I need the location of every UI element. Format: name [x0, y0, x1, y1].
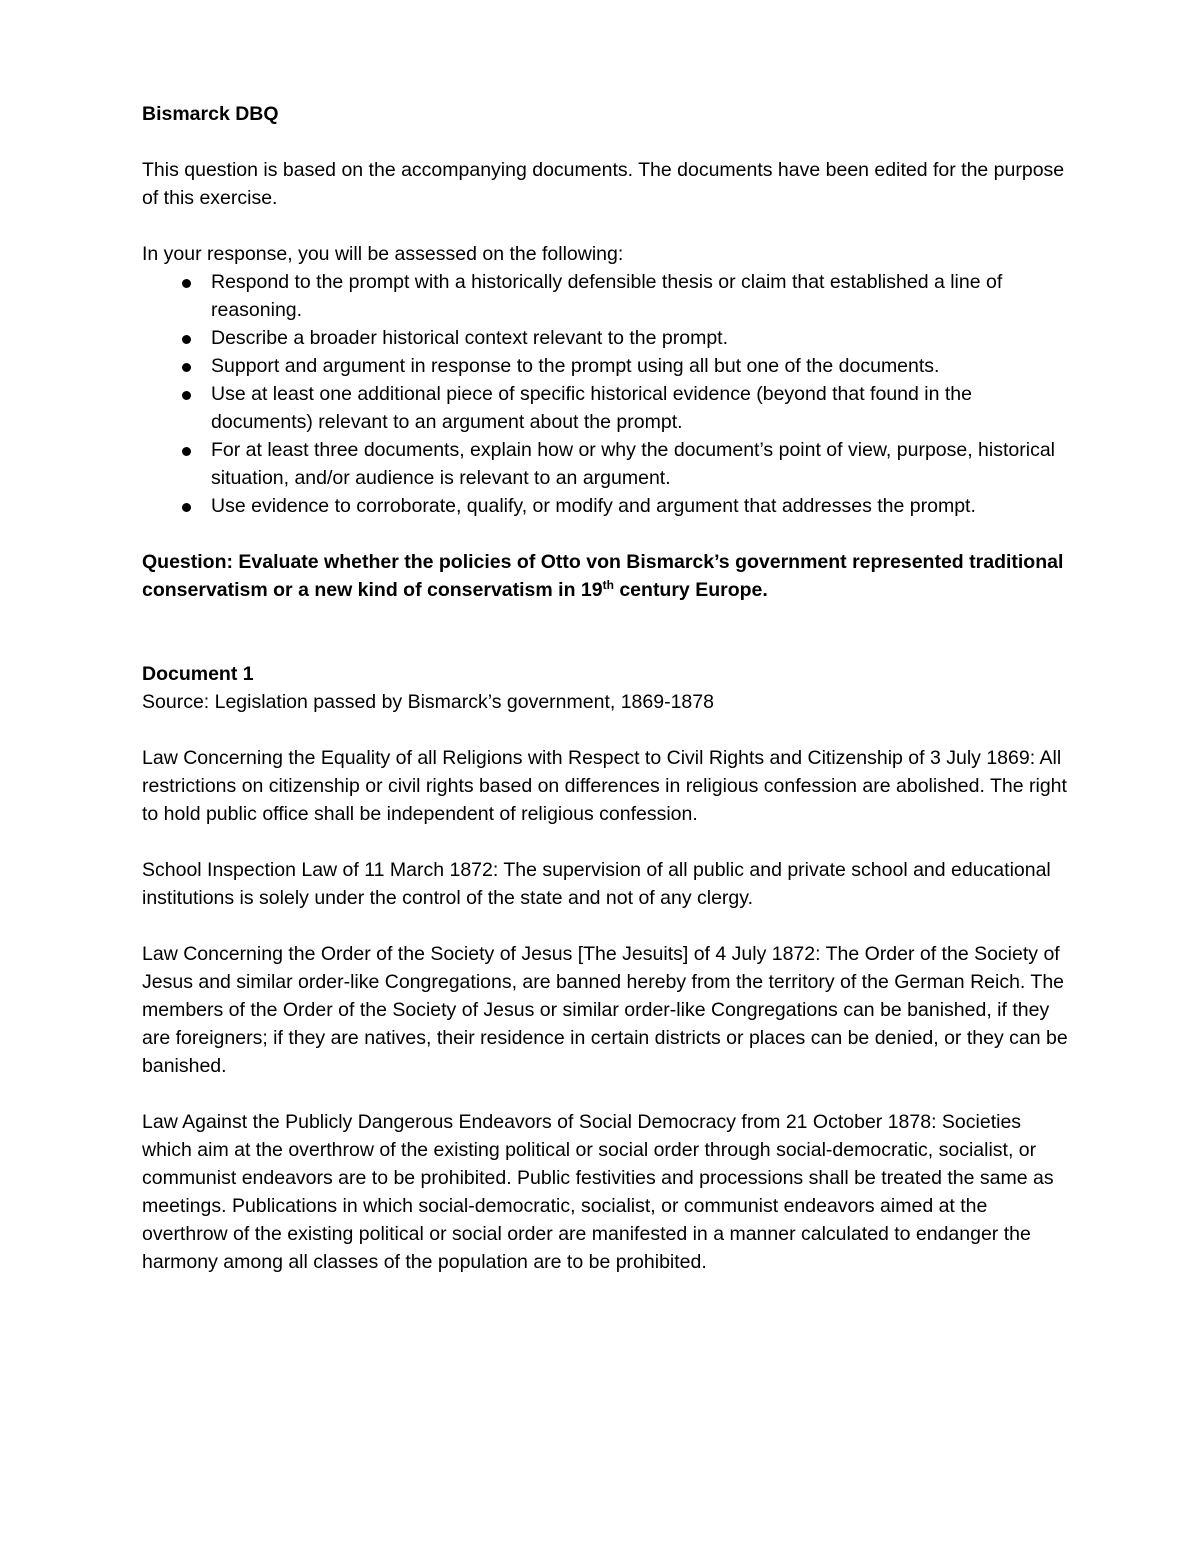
criteria-item: [142, 380, 1072, 436]
bullet-icon: [182, 391, 191, 400]
intro-paragraph: This question is based on the accompanying documents. The documents have been edited for the purpose of this exercise.: [142, 159, 1065, 209]
assessment-intro: In your response, you will be assessed on the following:: [142, 243, 624, 265]
document-source: Source: Legislation passed by Bismarck’s government, 1869-1878: [142, 691, 714, 713]
criteria-item: [142, 324, 1072, 352]
question-text-end: century Europe.: [613, 579, 768, 601]
document-heading: Document 1: [142, 663, 254, 685]
law-paragraph: School Inspection Law of 11 March 1872: The supervision of all public and private school and educational institutions is solely under the control of the state and not of any clergy.: [142, 859, 1051, 909]
spacer: [142, 604, 1072, 660]
criteria-item: [142, 268, 1072, 324]
criteria-list: [142, 268, 1072, 520]
spacer: [142, 212, 1072, 240]
question-text: Question: Evaluate whether the policies of Otto von Bismarck’s government represented traditional conservatism or a new kind of conservatism in 19: [142, 551, 1064, 601]
spacer: [142, 828, 1072, 856]
bullet-icon: [182, 279, 191, 288]
document-page: [142, 100, 1072, 1276]
criteria-item: [142, 436, 1072, 492]
bullet-icon: [182, 363, 191, 372]
bullet-icon: [182, 447, 191, 456]
spacer: [142, 912, 1072, 940]
question-superscript: th: [602, 578, 614, 592]
spacer: [142, 1080, 1072, 1108]
bullet-icon: [182, 503, 191, 512]
spacer: [142, 520, 1072, 548]
question-prompt: [142, 548, 1072, 604]
criteria-text: Describe a broader historical context relevant to the prompt.: [211, 327, 729, 349]
law-paragraph: Law Concerning the Order of the Society of Jesus [The Jesuits] of 4 July 1872: The Order of the Society of Jesus and similar order-like Congregations, are banned hereby from the territory of the German Reich. The members of the Order of the Society of Jesus or similar order-like Congregations can be banished, if they are foreigners; if they are natives, their residence in certain districts or places can be denied, or they can be banished.: [142, 943, 1068, 1077]
law-paragraph: Law Against the Publicly Dangerous Endeavors of Social Democracy from 21 October 1878: Societies which aim at the overthrow of the existing political or social order through social-democratic, socialist, or communist endeavors are to be prohibited. Public festivities and processions shall be treated the same as meetings. Publications in which social-democratic, socialist, or communist endeavors aimed at the overthrow of the existing political or social order are manifested in a manner calculated to endanger the harmony among all classes of the population are to be prohibited.: [142, 1111, 1054, 1273]
criteria-text: Support and argument in response to the prompt using all but one of the documents.: [211, 355, 940, 377]
bullet-icon: [182, 335, 191, 344]
spacer: [142, 716, 1072, 744]
criteria-text: Use at least one additional piece of specific historical evidence (beyond that found in the documents) relevant to an argument about the prompt.: [211, 383, 972, 433]
criteria-item: [142, 352, 1072, 380]
criteria-text: Use evidence to corroborate, qualify, or modify and argument that addresses the prompt.: [211, 495, 976, 517]
criteria-item: [142, 492, 1072, 520]
criteria-text: Respond to the prompt with a historically defensible thesis or claim that established a line of reasoning.: [211, 271, 1003, 321]
criteria-text: For at least three documents, explain how or why the document’s point of view, purpose, historical situation, and/or audience is relevant to an argument.: [211, 439, 1056, 489]
law-paragraph: Law Concerning the Equality of all Religions with Respect to Civil Rights and Citizenship of 3 July 1869: All restrictions on citizenship or civil rights based on differences in religious confession are abolished. The right to hold public office shall be independent of religious confession.: [142, 747, 1067, 825]
page-title: Bismarck DBQ: [142, 103, 279, 125]
spacer: [142, 128, 1072, 156]
